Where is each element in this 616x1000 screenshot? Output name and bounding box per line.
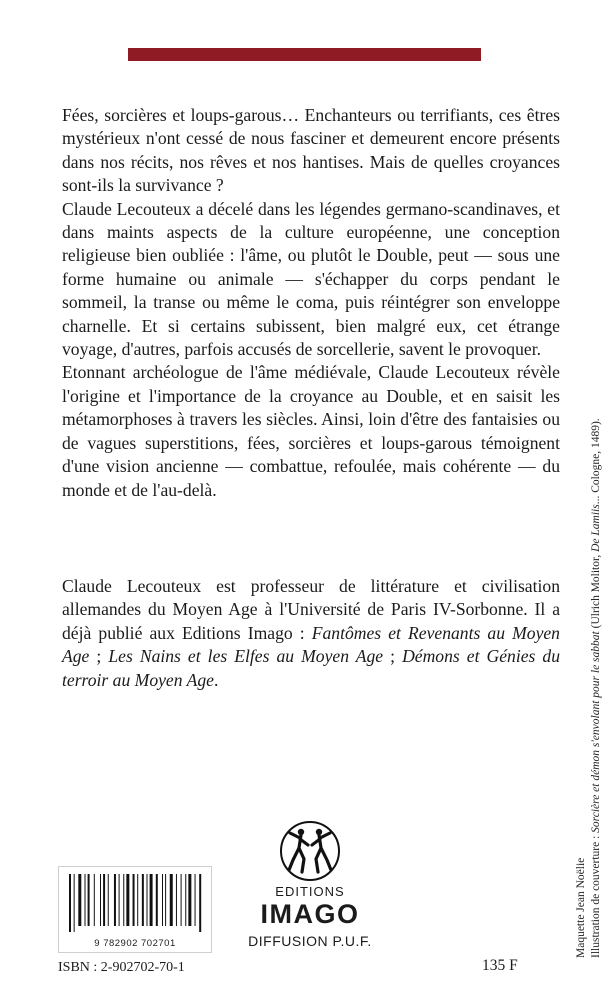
barcode-bar <box>119 874 120 926</box>
illustration-credit-work: De Lamiis <box>590 504 602 552</box>
blurb-paragraph-1: Fées, sorcières et loups-garous… Enchanteurs ou terrifiants, ces êtres mystérieux n'ont cessé de nous fasciner et demeurent encore présents dans nos récits, nos rêves et nos hantises. Mais de quelles croyances sont-ils la survivance ? <box>62 105 560 196</box>
barcode-bars <box>67 874 203 932</box>
barcode-bar <box>114 874 116 926</box>
bio-intro: Claude Lecouteux est professeur de littérature et civilisation allemandes du Moyen Age à l'Université de Paris IV-Sorbonne. Il a déjà publié aux Editions Imago : <box>62 576 560 643</box>
illustration-credit-author: (Ulrich Molitor, <box>590 551 602 632</box>
illustration-credit-title: Sorcière et démon s'envolant pour le sabbat <box>590 631 602 833</box>
barcode-digits: 9 782902 702701 <box>94 938 176 949</box>
vertical-credits <box>574 418 604 958</box>
bio-book-2: Les Nains et les Elfes au Moyen Age <box>108 646 384 667</box>
barcode-bar <box>74 874 75 932</box>
author-bio <box>62 575 560 692</box>
barcode-bar <box>181 874 182 926</box>
barcode-bar <box>69 874 71 932</box>
bio-separator: ; <box>383 646 403 667</box>
barcode-bar <box>100 874 101 926</box>
publisher-block <box>240 820 380 949</box>
publisher-editions-label: EDITIONS <box>275 884 345 899</box>
dancing-figures-logo-icon <box>279 820 341 882</box>
illustration-credit-prefix: Illustration de couverture : <box>590 832 602 958</box>
cover-blurb <box>62 104 560 502</box>
barcode <box>58 866 212 953</box>
barcode-bar <box>85 874 86 926</box>
barcode-bar <box>165 874 166 926</box>
barcode-bar <box>88 874 90 926</box>
barcode-bar <box>170 874 173 926</box>
barcode-bar <box>103 874 105 926</box>
barcode-bar <box>108 874 109 926</box>
barcode-bar <box>78 874 81 926</box>
barcode-bar <box>137 874 138 926</box>
bio-book-3: Démons et Génies du terroir au Moyen Age <box>62 646 561 690</box>
barcode-bar <box>176 874 177 926</box>
barcode-bar <box>150 874 153 926</box>
bio-separator: ; <box>89 646 109 667</box>
barcode-bar <box>133 874 135 926</box>
decorative-top-bar <box>128 48 481 61</box>
bio-book-1: Fantômes et Revenants au Moyen Age <box>62 622 560 667</box>
blurb-paragraph-3: Etonnant archéologue de l'âme médiévale, Claude Lecouteux révèle l'origine et l'importance de la croyance au Double, et en saisit les métamorphoses à travers les siècles. Ainsi, loin d'être des fantaisies ou de vagues superstitions, fées, sorcières et loups-garous témoignent d'une vision ancienne — combattue, refoulée, mais cohérente — du monde et de l'au-delà. <box>62 362 560 500</box>
publisher-diffusion: DIFFUSION P.U.F. <box>248 933 372 949</box>
barcode-bar <box>162 874 163 926</box>
barcode-bar <box>185 874 186 926</box>
illustration-credit-suffix: ... Cologne, 1489). <box>590 418 602 505</box>
isbn: ISBN : 2-902702-70-1 <box>58 960 185 975</box>
barcode-bar <box>195 874 196 926</box>
bio-end: . <box>213 669 219 690</box>
barcode-bar <box>142 874 144 926</box>
barcode-bar <box>147 874 148 926</box>
maquette-credit: Maquette Jean Noëlie <box>575 857 587 958</box>
barcode-bar <box>188 874 191 926</box>
barcode-bar <box>126 874 129 926</box>
barcode-bar <box>199 874 201 932</box>
author-bio-paragraph <box>62 575 560 692</box>
blurb-paragraph-2: Claude Lecouteux a décelé dans les légendes germano-scandinaves, et dans maints aspects de la culture européenne, une conception religieuse bien oubliée : l'âme, ou plutôt le Double, peut — sous une forme humaine ou animale — s'échapper du corps pendant le sommeil, la transe ou même le coma, puis réintégrer son enveloppe charnelle. Et si certains subissent, bien malgré eux, cet étrange voyage, d'autres, parfois accusés de sorcellerie, savent le provoquer. <box>62 198 560 360</box>
barcode-bar <box>94 874 95 926</box>
barcode-bar <box>156 874 158 926</box>
barcode-bar <box>123 874 124 926</box>
illustration-credit <box>589 418 604 958</box>
publisher-name: IMAGO <box>260 899 360 929</box>
price: 135 F <box>482 957 518 974</box>
